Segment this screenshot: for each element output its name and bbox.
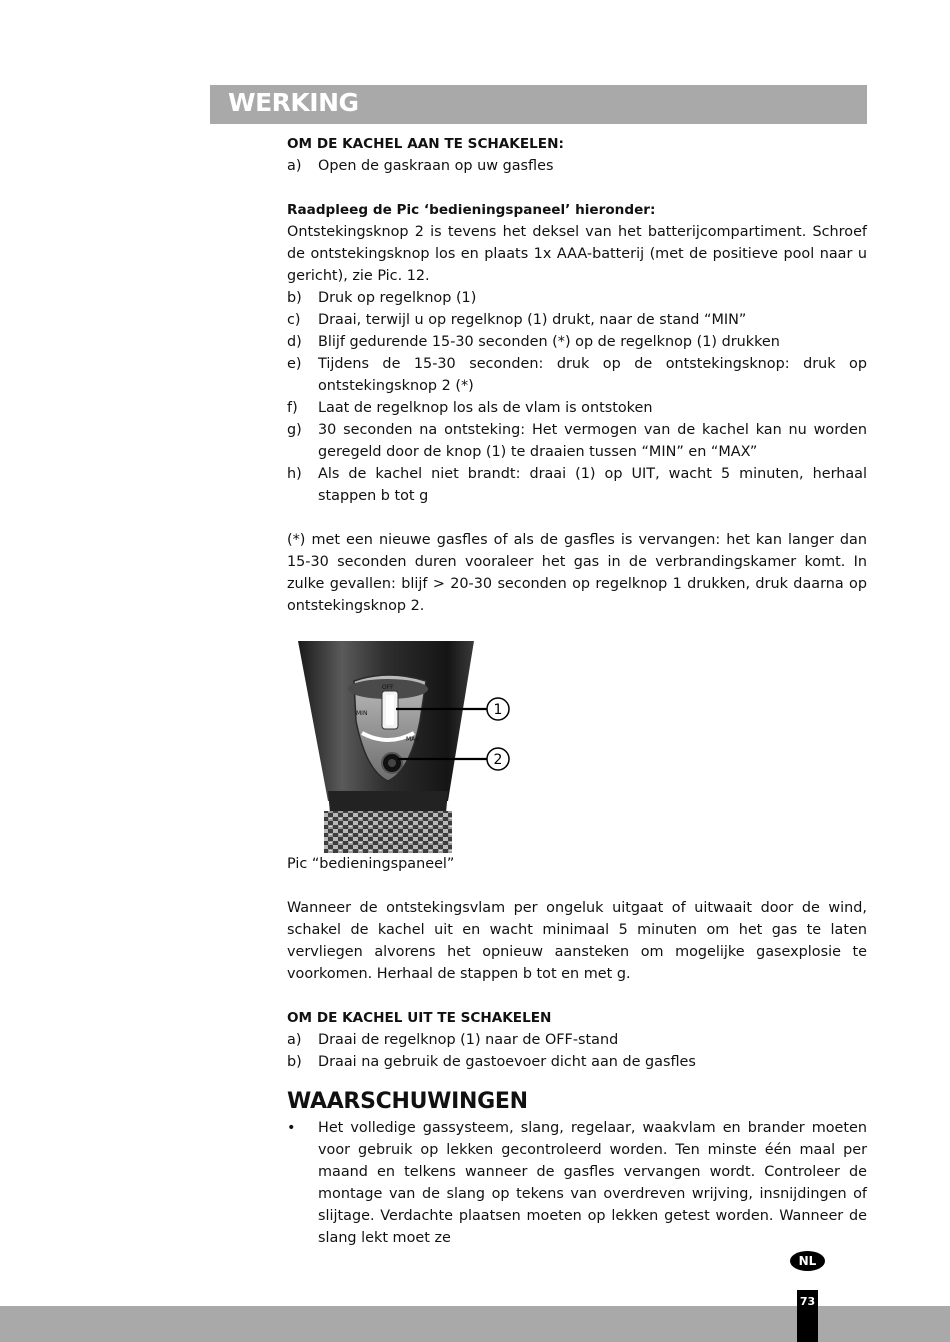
step-item: [287, 353, 867, 397]
step-text: Draai de regelknop (1) naar de OFF-stand: [318, 1032, 619, 1048]
step-label: b): [287, 1054, 302, 1070]
step-item: [287, 287, 867, 309]
step-text: Open de gaskraan op uw gasfles: [318, 158, 554, 174]
control-panel-photo: [288, 641, 520, 853]
step-item: [287, 463, 867, 507]
callout-number-1: 1: [493, 702, 503, 718]
step-text: Druk op regelknop (1): [318, 290, 477, 306]
control-panel-illustration: [288, 641, 520, 853]
page-content: [287, 133, 867, 1249]
section-header-bar: [210, 85, 867, 124]
step-text: Laat de regelknop los als de vlam is ontstoken: [318, 400, 653, 416]
warning-text: Het volledige gassysteem, slang, regelaar, waakvlam en brander moeten voor gebruik op lekken gecontroleerd worden. Ten minste één maal per maand en telkens wanneer de gasfles vervangen wordt. Controleer de montage van de slang op tekens van overdreven wrijving, insnijdingen of slijtage. Verdachte plaatsen moeten op lekken getest worden. Wanneer de slang lekt moet ze: [318, 1120, 867, 1246]
step-item: [287, 331, 867, 353]
step-item: [287, 309, 867, 331]
heading-turn-off: OM DE KACHEL UIT TE SCHAKELEN: [287, 1010, 552, 1026]
callout-number-2: 2: [493, 752, 503, 768]
dial-max-label: MAX: [406, 736, 420, 743]
step-label: h): [287, 466, 302, 482]
page-number: 73: [797, 1290, 818, 1342]
step-text: Draai na gebruik de gastoevoer dicht aan de gasfles: [318, 1054, 696, 1070]
warnings-heading: WAARSCHUWINGEN: [287, 1089, 528, 1114]
step-text: Als de kachel niet brandt: draai (1) op UIT, wacht 5 minuten, herhaal stappen b tot g: [318, 466, 867, 504]
step-label: a): [287, 158, 302, 174]
note-paragraph: (*) met een nieuwe gasfles of als de gasfles is vervangen: het kan langer dan 15-30 seconden duren vooraleer het gas in de verbrandingskamer komt. In zulke gevallen: blijf > 20-30 seconden op regelknop 1 drukken, druk daarna op ontstekingsknop 2.: [287, 532, 867, 614]
dial-off-label: OFF: [382, 684, 394, 691]
step-text: 30 seconden na ontsteking: Het vermogen van de kachel kan nu worden geregeld door de knop (1) te draaien tussen “MIN” en “MAX”: [318, 422, 867, 460]
step-item: [287, 155, 867, 177]
heading-panel-reference: Raadpleeg de Pic ‘bedieningspaneel’ hieronder:: [287, 202, 656, 218]
step-item: [287, 1051, 867, 1073]
battery-intro-paragraph: Ontstekingsknop 2 is tevens het deksel van het batterijcompartiment. Schroef de ontstekingsknop los en plaats 1x AAA-batterij (met de positieve pool naar u gericht), zie Pic. 12.: [287, 224, 867, 284]
section-title: WERKING: [228, 88, 359, 117]
language-badge: NL: [790, 1251, 825, 1271]
wind-warning-paragraph: Wanneer de ontstekingsvlam per ongeluk uitgaat of uitwaait door de wind, schakel de kachel uit en wacht minimaal 5 minuten om het gas te laten vervliegen alvorens het opnieuw aansteken om mogelijke gasexplosie te voorkomen. Herhaal de stappen b tot en met g.: [287, 900, 867, 982]
step-label: b): [287, 290, 302, 306]
figure-caption: Pic “bedieningspaneel”: [287, 856, 455, 872]
step-item: [287, 419, 867, 463]
step-text: Draai, terwijl u op regelknop (1) drukt, naar de stand “MIN”: [318, 312, 747, 328]
dial-min-label: MIN: [356, 710, 368, 717]
step-item: [287, 397, 867, 419]
step-label: e): [287, 356, 302, 372]
step-label: f): [287, 400, 298, 416]
heading-turn-on: OM DE KACHEL AAN TE SCHAKELEN:: [287, 136, 564, 152]
step-text: Blijf gedurende 15-30 seconden (*) op de regelknop (1) drukken: [318, 334, 780, 350]
step-label: d): [287, 334, 302, 350]
step-label: a): [287, 1032, 302, 1048]
step-item: [287, 1029, 867, 1051]
bullet-icon: •: [287, 1120, 296, 1136]
step-label: g): [287, 422, 302, 438]
step-label: c): [287, 312, 301, 328]
warning-item: [287, 1117, 867, 1249]
step-text: Tijdens de 15-30 seconden: druk op de ontstekingsknop: druk op ontstekingsknop 2 (*): [318, 356, 867, 394]
